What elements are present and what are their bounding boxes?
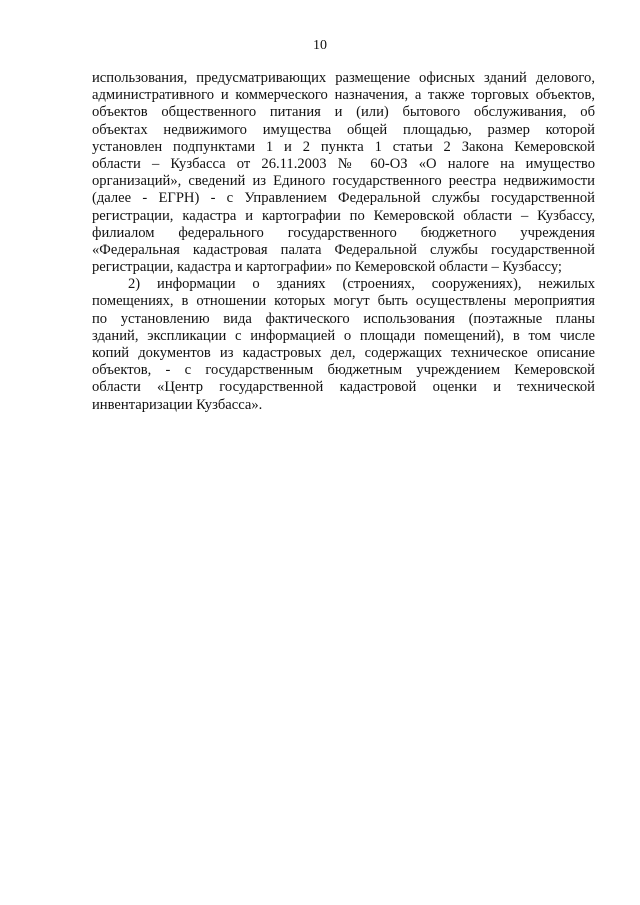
text-line: зданий, экспликации с информацией о площади помещений), в том числе <box>92 327 595 344</box>
body-text <box>92 70 595 414</box>
text-line: установлен подпунктами 1 и 2 пункта 1 статьи 2 Закона Кемеровской <box>92 138 595 155</box>
text-line: филиалом федерального государственного бюджетного учреждения <box>92 224 595 241</box>
text-line: помещениях, в отношении которых могут быть осуществлены мероприятия <box>92 293 595 310</box>
page-number: 10 <box>313 38 327 53</box>
text-line: области «Центр государственной кадастровой оценки и технической <box>92 379 595 396</box>
text-line: (далее - ЕГРН) - с Управлением Федеральной службы государственной <box>92 190 595 207</box>
text-line: инвентаризации Кузбасса». <box>92 396 263 413</box>
text-line: области – Кузбасса от 26.11.2003 № 60-ОЗ «О налоге на имущество <box>92 155 595 172</box>
text-line: копий документов из кадастровых дел, содержащих техническое описание <box>92 345 595 361</box>
text-line: 2) информации о зданиях (строениях, сооружениях), нежилых <box>128 276 595 293</box>
text-line: регистрации, кадастра и картографии по Кемеровской области – Кузбассу, <box>92 207 595 224</box>
text-line: по установлению вида фактического использования (поэтажные планы <box>92 310 595 327</box>
text-line: административного и коммерческого назначения, а также торговых объектов, <box>92 87 595 104</box>
text-line: организаций», сведений из Единого государственного реестра недвижимости <box>92 173 595 190</box>
text-line: использования, предусматривающих размещение офисных зданий делового, <box>92 70 595 86</box>
text-line: «Федеральная кадастровая палата Федеральной службы государственной <box>92 241 595 258</box>
text-line: объектах недвижимого имущества общей площадью, размер которой <box>92 121 595 138</box>
text-line: объектов общественного питания и (или) бытового обслуживания, об <box>92 104 595 121</box>
text-line: регистрации, кадастра и картографии» по Кемеровской области – Кузбассу; <box>92 259 562 276</box>
text-line: объектов, - с государственным бюджетным учреждением Кемеровской <box>92 362 595 379</box>
